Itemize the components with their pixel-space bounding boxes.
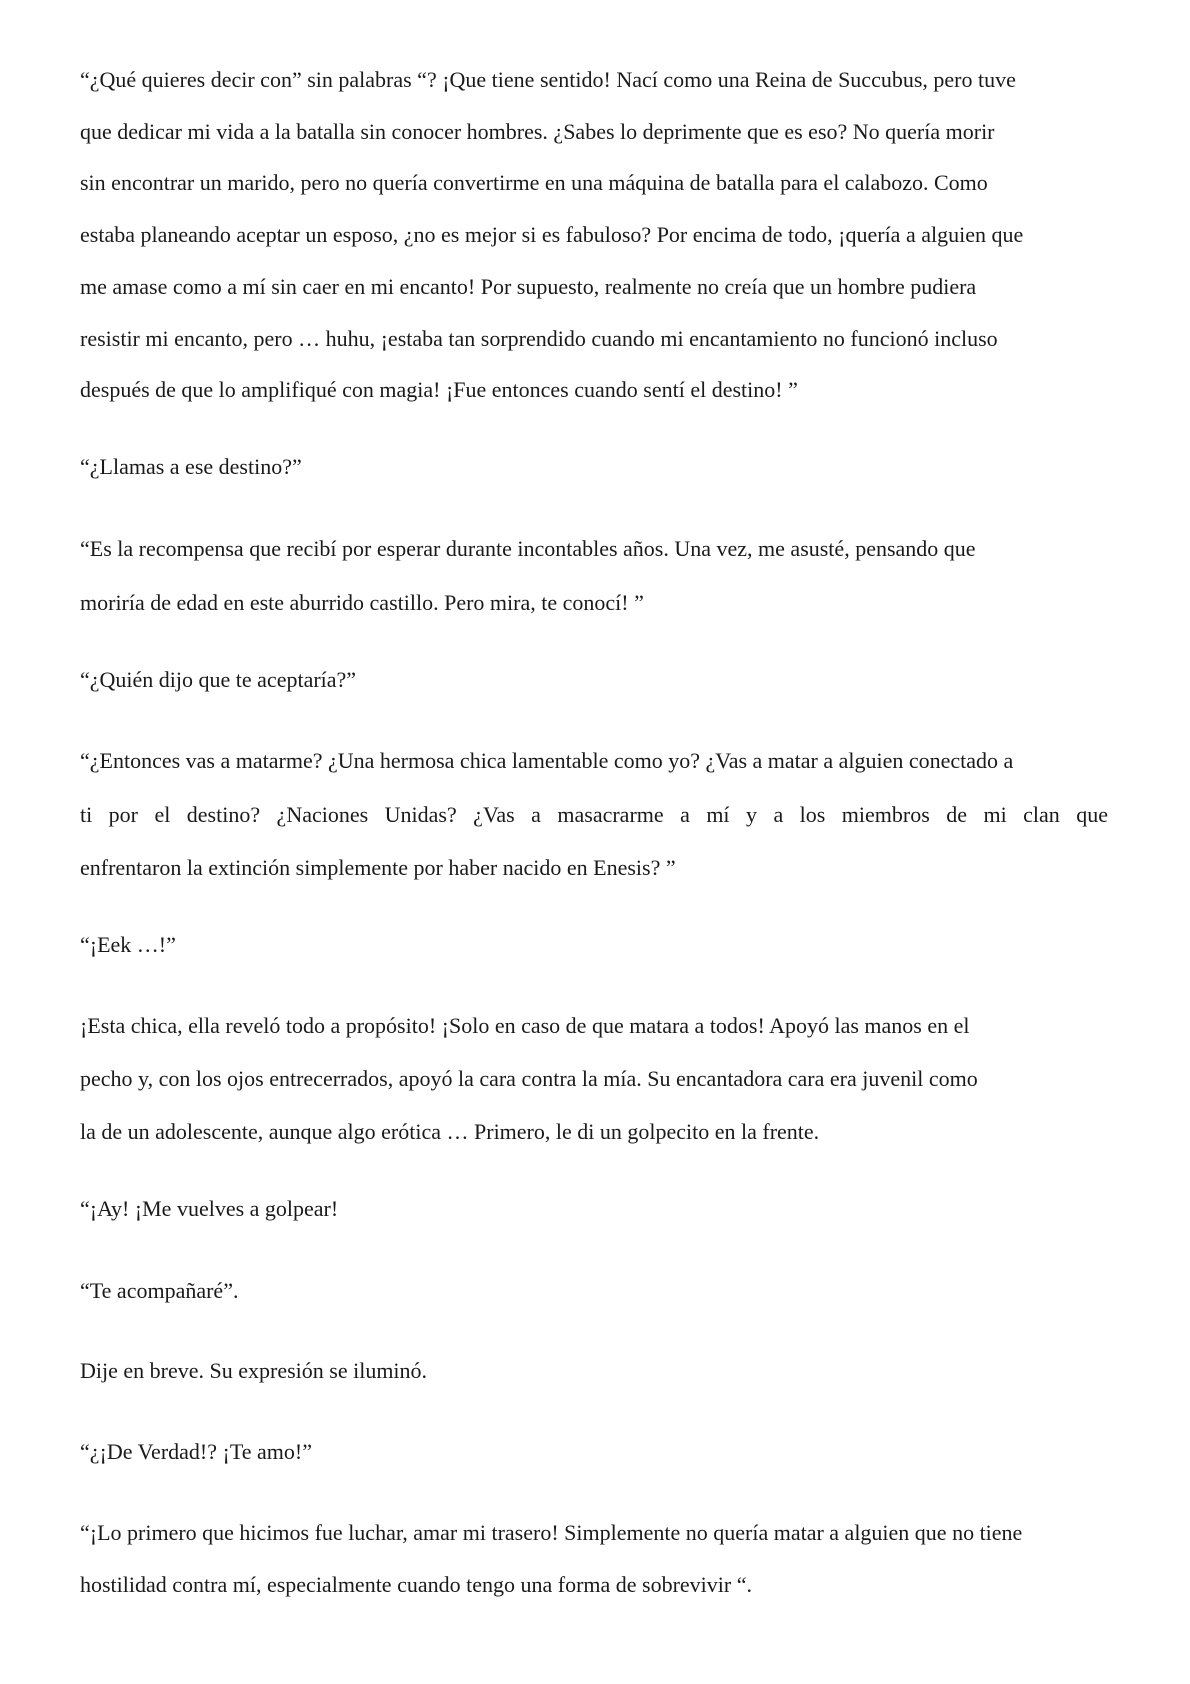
text-line: “¿Entonces vas a matarme? ¿Una hermosa chica lamentable como yo? ¿Vas a matar a alguien conectado a	[80, 748, 1014, 773]
text-line: “¡Ay! ¡Me vuelves a golpear!	[80, 1196, 339, 1221]
text-line: ti por el destino? ¿Naciones Unidas? ¿Vas a masacrarme a mí y a los miembros de mi clan que	[80, 802, 1108, 827]
text-line: después de que lo amplifiqué con magia! ¡Fue entonces cuando sentí el destino! ”	[80, 377, 798, 402]
text-line: “¿Llamas a ese destino?”	[80, 454, 302, 479]
text-line: enfrentaron la extinción simplemente por haber nacido en Enesis? ”	[80, 855, 676, 880]
text-line: “¡Lo primero que hicimos fue luchar, amar mi trasero! Simplemente no quería matar a alguien que no tiene	[80, 1520, 1023, 1545]
text-line: “¿¡De Verdad!? ¡Te amo!”	[80, 1439, 312, 1464]
text-line: moriría de edad en este aburrido castillo. Pero mira, te conocí! ”	[80, 590, 644, 615]
text-line: “¡Eek …!”	[80, 932, 176, 957]
text-line: resistir mi encanto, pero … huhu, ¡estaba tan sorprendido cuando mi encantamiento no funcionó incluso	[80, 326, 998, 351]
text-line: que dedicar mi vida a la batalla sin conocer hombres. ¿Sabes lo deprimente que es eso? No quería morir	[80, 119, 995, 144]
text-line: la de un adolescente, aunque algo erótica … Primero, le di un golpecito en la frente.	[80, 1119, 820, 1144]
text-line: Dije en breve. Su expresión se iluminó.	[80, 1358, 428, 1383]
text-line: “¿Quién dijo que te aceptaría?”	[80, 667, 357, 692]
text-line: hostilidad contra mí, especialmente cuando tengo una forma de sobrevivir “.	[80, 1572, 752, 1597]
text-line: me amase como a mí sin caer en mi encanto! Por supuesto, realmente no creía que un hombre pudiera	[80, 274, 977, 299]
text-line: “¿Qué quieres decir con” sin palabras “? ¡Que tiene sentido! Nací como una Reina de Succubus, pero tuve	[80, 67, 1016, 92]
text-line: pecho y, con los ojos entrecerrados, apoyó la cara contra la mía. Su encantadora cara era juvenil como	[80, 1066, 978, 1091]
text-line: sin encontrar un marido, pero no quería convertirme en una máquina de batalla para el calabozo. Como	[80, 170, 988, 195]
text-line: estaba planeando aceptar un esposo, ¿no es mejor si es fabuloso? Por encima de todo, ¡quería a alguien que	[80, 222, 1024, 247]
text-line: “Es la recompensa que recibí por esperar durante incontables años. Una vez, me asusté, pensando que	[80, 536, 976, 561]
text-line: ¡Esta chica, ella reveló todo a propósito! ¡Solo en caso de que matara a todos! Apoyó las manos en el	[80, 1013, 970, 1038]
text-line: “Te acompañaré”.	[80, 1278, 239, 1303]
